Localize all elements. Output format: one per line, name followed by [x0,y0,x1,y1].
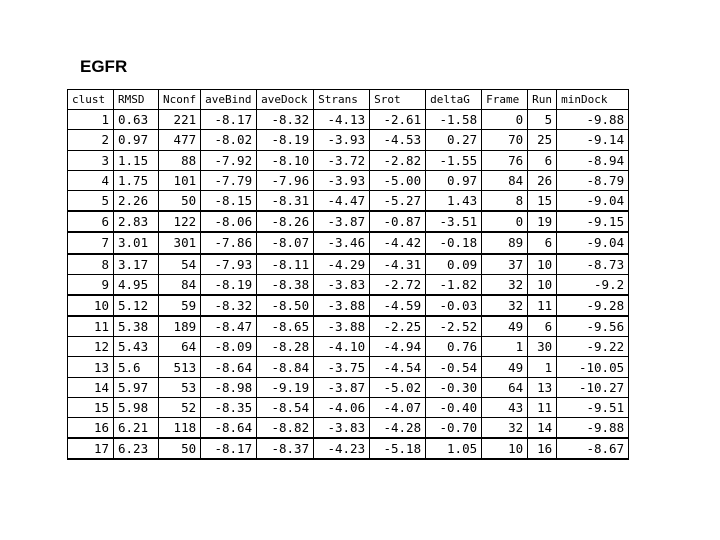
table-cell-frame: 32 [482,418,528,439]
table-cell-avebind: -8.09 [201,337,257,357]
table-cell-avedock: -8.32 [257,110,314,130]
table-cell-frame: 76 [482,150,528,170]
table-cell-srot: -4.07 [370,397,426,417]
table-row [68,190,629,211]
table-cell-run: 14 [528,418,557,439]
table-cell-rmsd: 1.75 [114,170,159,190]
table-cell-srot: -4.42 [370,232,426,253]
table-cell-clust: 9 [68,274,114,295]
table-cell-strans: -3.72 [314,150,370,170]
table-cell-deltag: -0.03 [426,295,482,316]
table-cell-srot: -5.27 [370,190,426,211]
table-cell-deltag: -1.82 [426,274,482,295]
table-cell-deltag: -2.52 [426,316,482,337]
table-cell-srot: -2.25 [370,316,426,337]
table-cell-deltag: -3.51 [426,211,482,232]
table-cell-clust: 17 [68,438,114,459]
table-cell-strans: -4.23 [314,438,370,459]
table-cell-avebind: -8.64 [201,357,257,377]
table-cell-frame: 49 [482,357,528,377]
table-cell-srot: -2.72 [370,274,426,295]
table-cell-deltag: -0.70 [426,418,482,439]
table-cell-strans: -3.83 [314,418,370,439]
table-cell-run: 5 [528,110,557,130]
table-cell-nconf: 53 [159,377,201,397]
table-cell-avebind: -8.98 [201,377,257,397]
table-cell-avedock: -8.37 [257,438,314,459]
table-cell-clust: 2 [68,130,114,150]
table-cell-strans: -4.47 [314,190,370,211]
table-cell-rmsd: 5.38 [114,316,159,337]
table-row [68,274,629,295]
table-cell-frame: 70 [482,130,528,150]
table-cell-avedock: -8.38 [257,274,314,295]
table-cell-avedock: -8.10 [257,150,314,170]
table-cell-run: 11 [528,397,557,417]
table-cell-nconf: 122 [159,211,201,232]
column-header-rmsd: RMSD [114,90,159,110]
table-cell-avebind: -8.47 [201,316,257,337]
table-cell-run: 1 [528,357,557,377]
table-cell-mindock: -9.56 [557,316,629,337]
table-cell-avedock: -9.19 [257,377,314,397]
table-cell-clust: 3 [68,150,114,170]
table-cell-mindock: -9.04 [557,232,629,253]
table-cell-clust: 11 [68,316,114,337]
table-cell-strans: -3.46 [314,232,370,253]
table-cell-nconf: 101 [159,170,201,190]
table-cell-srot: -4.28 [370,418,426,439]
table-body [68,110,629,460]
table-cell-deltag: 1.05 [426,438,482,459]
table-header-row [68,90,629,110]
table-cell-mindock: -9.88 [557,418,629,439]
table-cell-deltag: 0.27 [426,130,482,150]
table-cell-srot: -0.87 [370,211,426,232]
table-cell-avedock: -8.50 [257,295,314,316]
table-cell-deltag: -1.55 [426,150,482,170]
table-row [68,254,629,275]
table-row [68,110,629,130]
column-header-mindock: minDock [557,90,629,110]
table-cell-mindock: -9.22 [557,337,629,357]
table-cell-mindock: -10.05 [557,357,629,377]
table-cell-avedock: -8.11 [257,254,314,275]
column-header-clust: clust [68,90,114,110]
table-cell-strans: -4.10 [314,337,370,357]
table-cell-nconf: 118 [159,418,201,439]
table-cell-avedock: -8.84 [257,357,314,377]
table-cell-frame: 43 [482,397,528,417]
table-cell-nconf: 50 [159,438,201,459]
table-row [68,397,629,417]
table-cell-rmsd: 3.01 [114,232,159,253]
table-cell-nconf: 477 [159,130,201,150]
table-cell-strans: -3.93 [314,170,370,190]
table-row [68,295,629,316]
table-cell-frame: 49 [482,316,528,337]
table-cell-strans: -3.93 [314,130,370,150]
table-cell-clust: 16 [68,418,114,439]
table-cell-rmsd: 4.95 [114,274,159,295]
table-cell-nconf: 50 [159,190,201,211]
column-header-deltag: deltaG [426,90,482,110]
table-cell-srot: -2.82 [370,150,426,170]
table-cell-clust: 5 [68,190,114,211]
table-cell-mindock: -10.27 [557,377,629,397]
table-cell-clust: 8 [68,254,114,275]
table-cell-deltag: -0.18 [426,232,482,253]
table-cell-strans: -4.06 [314,397,370,417]
table-cell-srot: -4.94 [370,337,426,357]
table-cell-avedock: -8.54 [257,397,314,417]
table-cell-run: 6 [528,316,557,337]
table-row [68,130,629,150]
table-cell-frame: 1 [482,337,528,357]
table-cell-frame: 37 [482,254,528,275]
table-cell-frame: 32 [482,295,528,316]
table-cell-clust: 10 [68,295,114,316]
page-title: EGFR [80,57,128,76]
table-cell-deltag: -0.40 [426,397,482,417]
table-cell-rmsd: 6.23 [114,438,159,459]
table-cell-srot: -5.02 [370,377,426,397]
table-row [68,150,629,170]
table-cell-deltag: 0.76 [426,337,482,357]
table-cell-nconf: 88 [159,150,201,170]
table-cell-nconf: 59 [159,295,201,316]
table-cell-frame: 89 [482,232,528,253]
table-cell-avebind: -8.19 [201,274,257,295]
table-cell-run: 6 [528,150,557,170]
table-cell-run: 30 [528,337,557,357]
table-cell-run: 16 [528,438,557,459]
table-cell-frame: 0 [482,110,528,130]
table-cell-avebind: -8.02 [201,130,257,150]
table-cell-mindock: -9.04 [557,190,629,211]
table-cell-nconf: 513 [159,357,201,377]
table-cell-avedock: -8.31 [257,190,314,211]
table-cell-srot: -4.54 [370,357,426,377]
table-cell-rmsd: 5.6 [114,357,159,377]
table-cell-rmsd: 5.98 [114,397,159,417]
table-cell-run: 11 [528,295,557,316]
table-cell-run: 25 [528,130,557,150]
table-cell-avebind: -8.64 [201,418,257,439]
table-row [68,357,629,377]
table-cell-clust: 15 [68,397,114,417]
table-cell-rmsd: 0.63 [114,110,159,130]
column-header-strans: Strans [314,90,370,110]
table-cell-run: 6 [528,232,557,253]
table-cell-avedock: -8.28 [257,337,314,357]
column-header-frame: Frame [482,90,528,110]
table-row [68,316,629,337]
table-cell-srot: -5.00 [370,170,426,190]
table-cell-mindock: -9.14 [557,130,629,150]
table-cell-mindock: -8.94 [557,150,629,170]
table-cell-nconf: 189 [159,316,201,337]
table-row [68,438,629,459]
table-cell-mindock: -9.51 [557,397,629,417]
table-cell-frame: 8 [482,190,528,211]
table-cell-nconf: 52 [159,397,201,417]
table-cell-srot: -4.53 [370,130,426,150]
table-cell-nconf: 221 [159,110,201,130]
table-cell-run: 15 [528,190,557,211]
table-cell-avedock: -8.82 [257,418,314,439]
table-cell-avebind: -7.79 [201,170,257,190]
table-cell-strans: -3.87 [314,211,370,232]
table-cell-mindock: -9.28 [557,295,629,316]
table-cell-avebind: -8.06 [201,211,257,232]
table-cell-rmsd: 3.17 [114,254,159,275]
table-cell-deltag: -0.54 [426,357,482,377]
cluster-table [67,89,629,460]
table-cell-frame: 84 [482,170,528,190]
table-cell-frame: 0 [482,211,528,232]
table-row [68,418,629,439]
table-cell-avebind: -8.15 [201,190,257,211]
table-cell-run: 26 [528,170,557,190]
table-row [68,170,629,190]
table-cell-avedock: -8.07 [257,232,314,253]
table-cell-run: 19 [528,211,557,232]
table-cell-mindock: -9.2 [557,274,629,295]
table-cell-clust: 4 [68,170,114,190]
table-cell-avebind: -8.17 [201,110,257,130]
table-cell-rmsd: 5.12 [114,295,159,316]
table-cell-deltag: 1.43 [426,190,482,211]
table-cell-strans: -3.83 [314,274,370,295]
table-cell-frame: 64 [482,377,528,397]
column-header-avedock: aveDock [257,90,314,110]
table-cell-nconf: 64 [159,337,201,357]
table-cell-nconf: 301 [159,232,201,253]
table-cell-avedock: -8.26 [257,211,314,232]
table-cell-avedock: -8.19 [257,130,314,150]
table-cell-mindock: -8.79 [557,170,629,190]
column-header-srot: Srot [370,90,426,110]
table-cell-srot: -4.31 [370,254,426,275]
table-cell-avebind: -7.93 [201,254,257,275]
table-cell-mindock: -8.73 [557,254,629,275]
table-cell-nconf: 84 [159,274,201,295]
table-cell-run: 13 [528,377,557,397]
table-cell-deltag: 0.97 [426,170,482,190]
table-cell-strans: -3.88 [314,295,370,316]
table-cell-avebind: -8.17 [201,438,257,459]
table-row [68,377,629,397]
table-cell-clust: 6 [68,211,114,232]
table-cell-mindock: -9.88 [557,110,629,130]
table-cell-strans: -4.29 [314,254,370,275]
table-cell-clust: 1 [68,110,114,130]
table-cell-avedock: -8.65 [257,316,314,337]
column-header-avebind: aveBind [201,90,257,110]
column-header-nconf: Nconf [159,90,201,110]
table-cell-srot: -2.61 [370,110,426,130]
table-cell-rmsd: 1.15 [114,150,159,170]
table-cell-rmsd: 6.21 [114,418,159,439]
table-cell-rmsd: 0.97 [114,130,159,150]
table-cell-rmsd: 5.43 [114,337,159,357]
table-cell-frame: 32 [482,274,528,295]
table-cell-deltag: 0.09 [426,254,482,275]
table-cell-strans: -4.13 [314,110,370,130]
table-cell-avebind: -8.32 [201,295,257,316]
table-cell-rmsd: 5.97 [114,377,159,397]
table-row [68,211,629,232]
table-cell-srot: -4.59 [370,295,426,316]
table-cell-mindock: -8.67 [557,438,629,459]
table-cell-rmsd: 2.83 [114,211,159,232]
table-cell-clust: 12 [68,337,114,357]
table-cell-run: 10 [528,254,557,275]
table-cell-clust: 14 [68,377,114,397]
table-cell-avebind: -7.92 [201,150,257,170]
column-header-run: Run [528,90,557,110]
table-cell-run: 10 [528,274,557,295]
table-cell-strans: -3.87 [314,377,370,397]
table-cell-strans: -3.88 [314,316,370,337]
table-row [68,232,629,253]
table-cell-avedock: -7.96 [257,170,314,190]
table-cell-clust: 13 [68,357,114,377]
table-cell-avebind: -8.35 [201,397,257,417]
table-cell-mindock: -9.15 [557,211,629,232]
table-cell-clust: 7 [68,232,114,253]
table-row [68,337,629,357]
table-cell-srot: -5.18 [370,438,426,459]
table-cell-deltag: -0.30 [426,377,482,397]
table-cell-rmsd: 2.26 [114,190,159,211]
table-cell-frame: 10 [482,438,528,459]
table-cell-strans: -3.75 [314,357,370,377]
table-cell-deltag: -1.58 [426,110,482,130]
table-cell-nconf: 54 [159,254,201,275]
table-cell-avebind: -7.86 [201,232,257,253]
